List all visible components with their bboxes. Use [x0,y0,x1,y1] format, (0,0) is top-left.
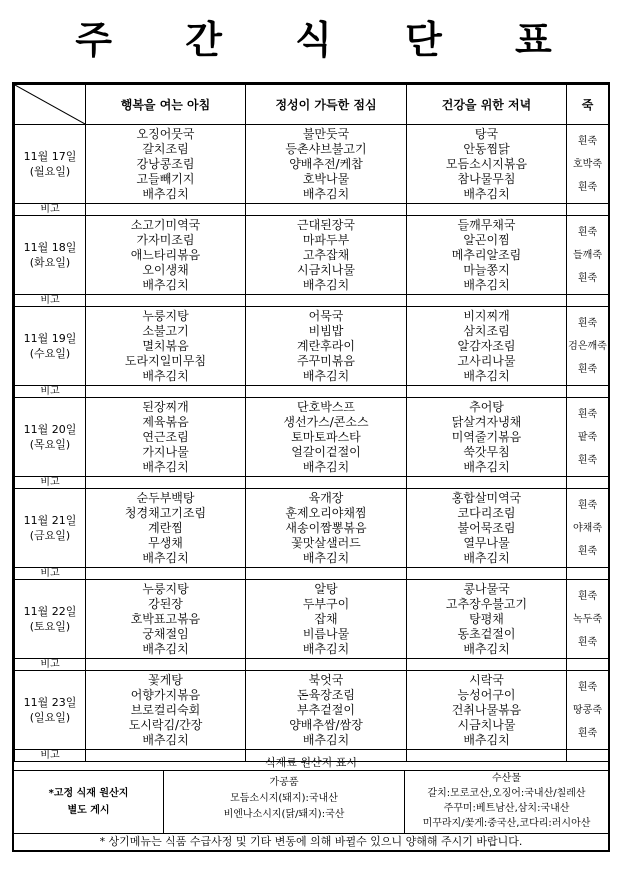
menu-item: 가지나물 [142,444,189,459]
weekday-text: (금요일) [29,529,71,542]
origin-seafood-line: 갈치:모로코산,오징어:국내산/칠레산 [427,788,586,799]
porridge-item: 녹두죽 [573,613,602,625]
note-cell [246,659,407,671]
note-cell [567,659,609,671]
menu-item: 배추김치 [463,641,510,656]
menu-item: 꽃게탕 [148,672,183,687]
weekday-text: (일요일) [29,711,71,724]
menu-item: 어향가지볶음 [130,687,201,702]
menu-item: 미역줄기볶음 [451,429,522,444]
menu-item: 멸치볶음 [142,338,189,353]
dinner-cell [407,307,567,386]
origin-processed-line: 모듬소시지(돼지):국내산 [230,793,338,804]
menu-item: 소고기미역국 [130,217,201,232]
notice-text: * 상기메뉴는 식품 수급사정 및 기타 변동에 의해 바뀔수 있으니 양해해 주시기 바랍니다. [14,833,608,850]
porridge-item: 흰죽 [577,727,598,739]
menu-item: 마늘쫑지 [463,262,510,277]
porridge-item: 흰죽 [577,408,598,420]
note-cell [246,477,407,489]
header-row [15,85,609,125]
menu-item: 시금치나물 [457,717,516,732]
origin-processed-line: 비엔나소시지(닭/돼지):국산 [223,809,345,820]
porridge-item: 흰죽 [577,363,598,375]
note-cell [567,386,609,398]
lunch-cell [246,580,407,659]
menu-item: 단호박스프 [297,399,355,414]
menu-item: 돈육장조림 [297,687,355,702]
menu-item: 배추김치 [302,186,350,201]
menu-item: 강낭콩조림 [136,156,195,171]
day-row [15,398,609,477]
menu-item: 메추리알조림 [451,247,522,262]
note-cell [246,568,407,580]
note-cell [567,295,609,307]
menu-item: 생선가스/콘소스 [283,414,369,429]
menu-item: 배추김치 [142,186,189,201]
weekday-text: (수요일) [29,347,71,360]
menu-item: 배추김치 [142,550,189,565]
menu-item: 배추김치 [463,186,510,201]
header-lunch: 정성이 가득한 점심 [246,85,407,125]
note-cell [86,477,246,489]
menu-item: 배추김치 [142,641,189,656]
lunch-cell [246,125,407,204]
menu-item: 양배추쌈/쌈장 [289,717,363,732]
menu-item: 배추김치 [142,459,189,474]
menu-item: 연근조림 [142,429,189,444]
note-cell [407,477,567,489]
note-cell [567,477,609,489]
breakfast-cell [86,398,246,477]
lunch-cell [246,216,407,295]
breakfast-cell [86,216,246,295]
date-text: 11월 22일 [23,605,77,618]
menu-item: 배추김치 [302,641,350,656]
date-cell [15,671,86,750]
porridge-item: 흰죽 [577,499,598,511]
diagonal-line-icon [15,85,85,124]
date-text: 11월 21일 [23,514,77,527]
menu-item: 고추잡채 [302,247,350,262]
date-cell [15,398,86,477]
menu-item: 불만둣국 [302,126,350,141]
note-cell [407,659,567,671]
date-cell [15,580,86,659]
breakfast-cell [86,489,246,568]
origin-seafood-line: 주꾸미:베트남산,삼치:국내산 [443,803,570,814]
lunch-cell [246,489,407,568]
porridge-cell [567,671,609,750]
note-cell [86,204,246,216]
weekday-text: (화요일) [29,256,71,269]
porridge-item: 흰죽 [577,181,598,193]
origin-title: 식재료 원산지 표시 [14,754,608,771]
porridge-cell [567,307,609,386]
menu-item: 탕국 [474,126,499,141]
porridge-item: 흰죽 [577,454,598,466]
note-cell [86,568,246,580]
menu-item: 알탕 [314,581,338,596]
menu-item: 두부구이 [302,596,350,611]
day-row [15,216,609,295]
origin-fixed-line-2: 별도 게시 [67,805,110,816]
menu-item: 홍합살미역국 [451,490,522,505]
header-porridge: 죽 [567,85,609,125]
note-cell [407,204,567,216]
menu-item: 배추김치 [142,277,189,292]
menu-item: 고추장우불고기 [445,596,528,611]
corner-cell [15,85,86,125]
note-label: 비고 [15,750,86,762]
menu-item: 콩나물국 [463,581,510,596]
note-row [15,568,609,580]
weekday-text: (월요일) [29,165,71,178]
menu-item: 양배추전/케찹 [289,156,363,171]
date-text: 11월 20일 [23,423,77,436]
porridge-cell [567,580,609,659]
porridge-item: 흰죽 [577,590,598,602]
menu-item: 가자미조림 [136,232,195,247]
header-dinner: 건강을 위한 저녁 [407,85,567,125]
note-label: 비고 [15,386,86,398]
note-cell [86,659,246,671]
menu-item: 비름나물 [302,626,350,641]
menu-item: 새송이짬뽕볶음 [285,520,367,535]
porridge-item: 흰죽 [577,226,598,238]
porridge-item: 땅콩죽 [573,704,602,716]
date-text: 11월 19일 [23,332,77,345]
porridge-cell [567,489,609,568]
menu-item: 배추김치 [142,368,189,383]
menu-item: 호박나물 [302,171,350,186]
menu-item: 등촌샤브불고기 [285,141,367,156]
menu-item: 시락국 [469,672,504,687]
menu-item: 주꾸미볶음 [297,353,355,368]
origin-seafood-heading: 수산물 [492,773,521,784]
page-title: 주 간 식 단 표 [75,18,582,62]
menu-item: 고사리나물 [457,353,516,368]
porridge-item: 흰죽 [577,545,598,557]
menu-item: 배추김치 [302,550,350,565]
menu-item: 동초겉절이 [457,626,516,641]
note-label: 비고 [15,477,86,489]
lunch-cell [246,398,407,477]
date-cell [15,307,86,386]
menu-item: 코다리조림 [457,505,516,520]
porridge-cell [567,398,609,477]
menu-item: 계란후라이 [297,338,355,353]
menu-item: 배추김치 [463,732,510,747]
lunch-cell [246,307,407,386]
menu-item: 청경채고기조림 [124,505,207,520]
menu-item: 계란찜 [148,520,183,535]
menu-item: 배추김치 [142,732,189,747]
menu-item: 꽃맛살샐러드 [291,535,361,550]
porridge-cell [567,216,609,295]
note-label: 비고 [15,568,86,580]
weekly-menu-table [14,84,609,762]
menu-item: 시금치나물 [297,262,355,277]
menu-item: 고들빼기지 [136,171,195,186]
menu-item: 비빔밥 [308,323,344,338]
origin-fixed-note [14,771,164,833]
origin-fixed-line-1: *고정 식재 원산지 [48,788,129,799]
menu-item: 배추김치 [463,277,510,292]
porridge-item: 흰죽 [577,636,598,648]
note-label: 비고 [15,204,86,216]
menu-item: 배추김치 [463,550,510,565]
menu-item: 오징어뭇국 [136,126,195,141]
note-row [15,386,609,398]
dinner-cell [407,125,567,204]
menu-item: 탕평채 [469,611,504,626]
menu-item: 배추김치 [302,277,350,292]
menu-item: 알곤이찜 [463,232,510,247]
menu-item: 소불고기 [142,323,189,338]
breakfast-cell [86,580,246,659]
date-cell [15,125,86,204]
breakfast-cell [86,671,246,750]
porridge-item: 흰죽 [577,135,598,147]
menu-item: 마파두부 [302,232,350,247]
porridge-item: 흰죽 [577,317,598,329]
note-cell [246,204,407,216]
note-cell [407,568,567,580]
porridge-item: 흰죽 [577,681,598,693]
note-cell [567,204,609,216]
dinner-cell [407,671,567,750]
day-row [15,671,609,750]
menu-item: 안동찜닭 [463,141,510,156]
day-row [15,125,609,204]
weekday-text: (토요일) [29,620,71,633]
note-row [15,204,609,216]
menu-item: 참나물무침 [457,171,516,186]
porridge-item: 들깨죽 [573,249,602,261]
origin-processed-heading: 가공품 [269,777,299,788]
menu-item: 어묵국 [308,308,344,323]
menu-item: 애느타리볶음 [130,247,201,262]
menu-item: 무생채 [148,535,183,550]
note-cell [246,386,407,398]
menu-item: 닭살겨자냉채 [451,414,522,429]
note-row [15,659,609,671]
breakfast-cell [86,125,246,204]
menu-item: 토마토파스타 [291,429,361,444]
porridge-item: 야채죽 [573,522,602,534]
menu-item: 쑥갓무침 [463,444,510,459]
menu-item: 도라지일미무침 [124,353,207,368]
note-label: 비고 [15,659,86,671]
menu-item: 얼갈이겉절이 [291,444,361,459]
porridge-item: 팥죽 [577,431,598,443]
dinner-cell [407,216,567,295]
menu-item: 배추김치 [463,368,510,383]
menu-item: 강된장 [148,596,183,611]
menu-item: 누룽지탕 [142,581,189,596]
date-text: 11월 23일 [23,696,77,709]
menu-item: 제육볶음 [142,414,189,429]
day-row [15,489,609,568]
dinner-cell [407,580,567,659]
menu-item: 배추김치 [302,459,350,474]
weekday-text: (목요일) [29,438,71,451]
porridge-item: 검은깨죽 [568,340,607,352]
note-cell [86,295,246,307]
dinner-cell [407,398,567,477]
menu-item: 알감자조림 [457,338,516,353]
note-cell [86,386,246,398]
date-text: 11월 18일 [23,241,77,254]
note-cell [407,386,567,398]
menu-item: 모듬소시지볶음 [445,156,528,171]
porridge-item: 흰죽 [577,272,598,284]
porridge-item: 호박죽 [573,158,602,170]
menu-item: 들깨무채국 [457,217,516,232]
menu-item: 건취나물볶음 [451,702,522,717]
header-breakfast: 행복을 여는 아침 [86,85,246,125]
breakfast-cell [86,307,246,386]
origin-seafood-line: 미꾸라지/꽃게:중국산,코다리:러시아산 [422,818,591,829]
menu-item: 부추겉절이 [297,702,355,717]
menu-item: 궁채절임 [142,626,189,641]
origin-seafood [405,771,608,833]
menu-item: 추어탕 [469,399,504,414]
menu-item: 불어묵조림 [457,520,516,535]
menu-item: 순두부백탕 [136,490,195,505]
dinner-cell [407,489,567,568]
origin-processed [164,771,405,833]
menu-item: 잡채 [314,611,338,626]
menu-item: 근대된장국 [297,217,355,232]
menu-item: 삼치조림 [463,323,510,338]
note-cell [567,568,609,580]
menu-item: 능성어구이 [457,687,516,702]
menu-item: 열무나물 [463,535,510,550]
note-row [15,477,609,489]
day-row [15,307,609,386]
day-row [15,580,609,659]
menu-item: 배추김치 [463,459,510,474]
menu-item: 호박표고볶음 [130,611,201,626]
date-cell [15,489,86,568]
menu-item: 배추김치 [302,368,350,383]
note-cell [407,295,567,307]
note-cell [246,295,407,307]
menu-item: 육개장 [308,490,344,505]
menu-item: 북엇국 [308,672,344,687]
note-row [15,295,609,307]
menu-item: 갈치조림 [142,141,189,156]
porridge-cell [567,125,609,204]
menu-item: 배추김치 [302,732,350,747]
note-label: 비고 [15,295,86,307]
menu-item: 된장찌개 [142,399,189,414]
menu-item: 누룽지탕 [142,308,189,323]
menu-item: 훈제오리야채찜 [285,505,367,520]
menu-item: 비지찌개 [463,308,510,323]
date-cell [15,216,86,295]
date-text: 11월 17일 [23,150,77,163]
menu-item: 오이생채 [142,262,189,277]
lunch-cell [246,671,407,750]
menu-item: 브로컬리숙회 [130,702,201,717]
menu-item: 도시락김/간장 [128,717,203,732]
